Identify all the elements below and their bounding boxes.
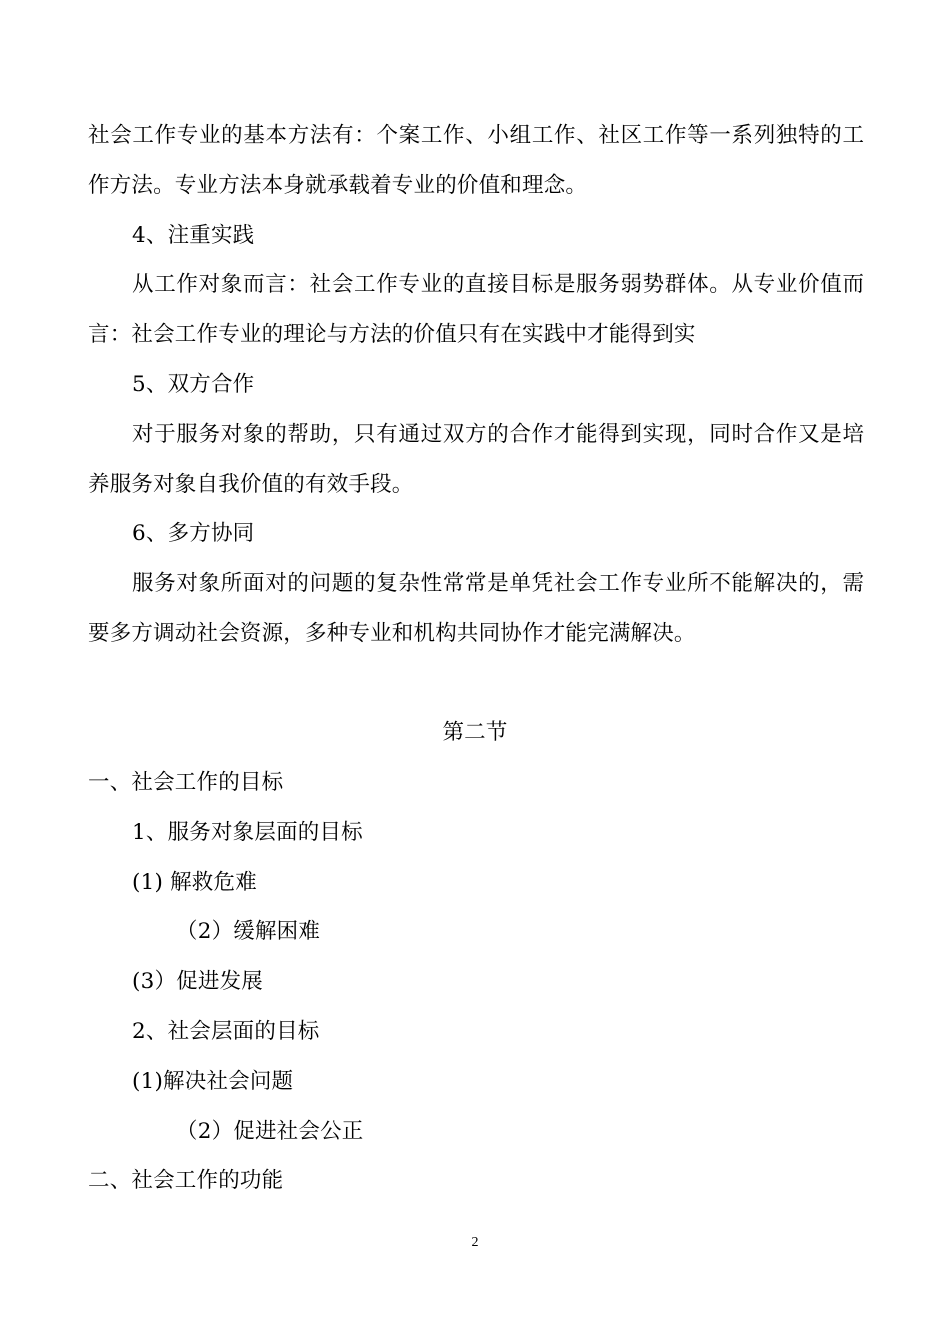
page-number: 2 [471, 1235, 479, 1250]
body-text-line: 社会工作专业的基本方法有：个案工作、小组工作、社区工作等一系列独特的工 [88, 123, 864, 148]
outline-heading-level-1: 二、社会工作的功能 [88, 1168, 284, 1193]
body-text-line: 从工作对象而言：社会工作专业的直接目标是服务弱势群体。从专业价值而 [132, 272, 864, 297]
outline-heading-level-2: 1、服务对象层面的目标 [132, 820, 363, 845]
body-text-line: 服务对象所面对的问题的复杂性常常是单凭社会工作专业所不能解决的，需 [132, 571, 864, 596]
outline-item: (1)解决社会问题 [132, 1069, 294, 1094]
outline-item: （2）缓解困难 [176, 919, 321, 944]
body-text-line: 言：社会工作专业的理论与方法的价值只有在实践中才能得到实 [88, 322, 696, 347]
body-text-line: 要多方调动社会资源，多种专业和机构共同协作才能完满解决。 [88, 621, 696, 646]
outline-item: (1) 解救危难 [132, 870, 257, 895]
outline-heading-level-2: 2、社会层面的目标 [132, 1019, 320, 1044]
outline-heading-level-1: 一、社会工作的目标 [88, 770, 284, 795]
outline-item: (3）促进发展 [132, 969, 263, 994]
section-heading: 4、注重实践 [132, 223, 255, 248]
body-text-line: 作方法。专业方法本身就承载着专业的价值和理念。 [88, 173, 588, 198]
body-text-line: 对于服务对象的帮助，只有通过双方的合作才能得到实现，同时合作又是培 [132, 422, 864, 447]
section-heading: 6、多方协同 [132, 521, 255, 546]
outline-item: （2）促进社会公正 [176, 1119, 364, 1144]
section-heading: 5、双方合作 [132, 372, 255, 397]
body-text-line: 养服务对象自我价值的有效手段。 [88, 472, 414, 497]
chapter-section-title: 第二节 [442, 720, 508, 745]
